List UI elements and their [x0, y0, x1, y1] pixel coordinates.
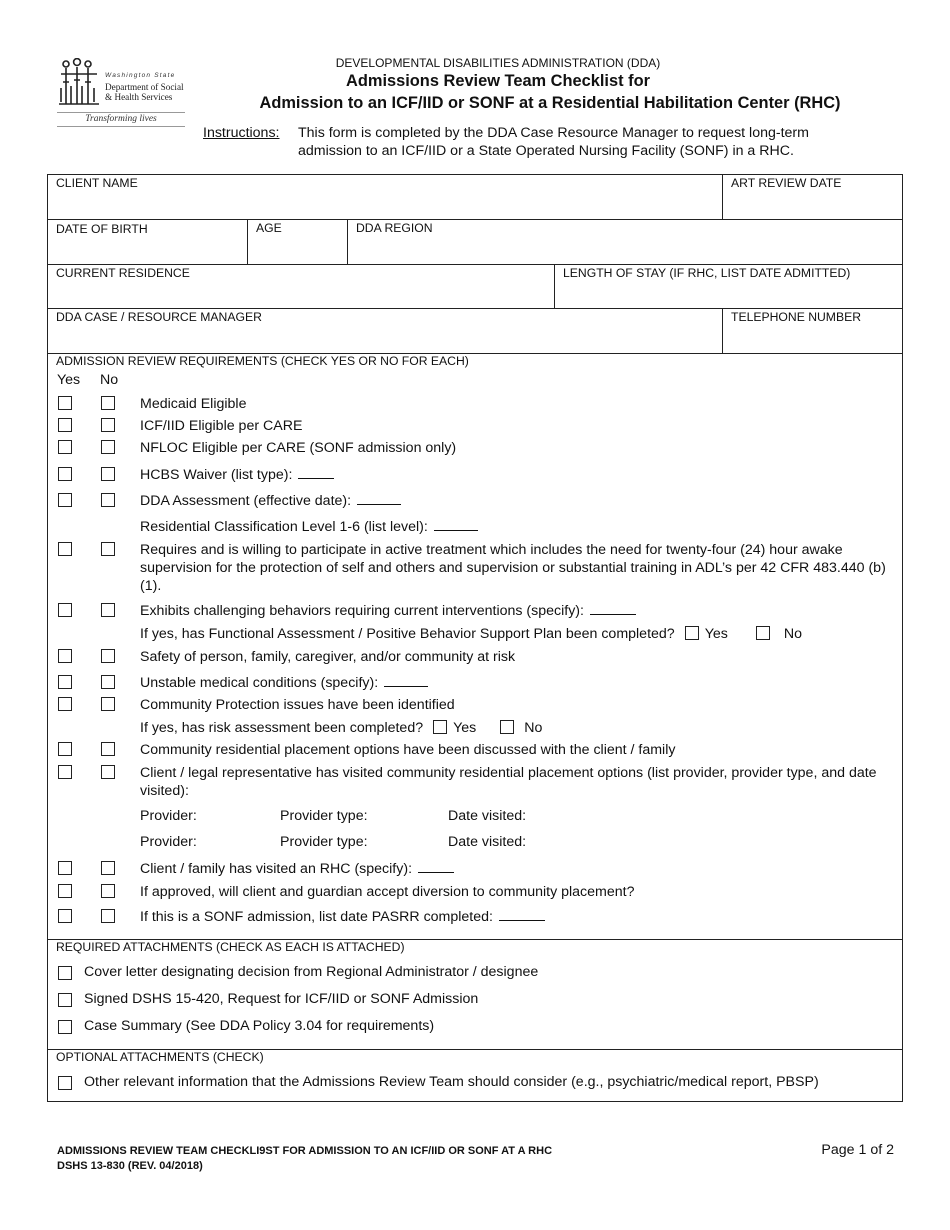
date-visited-label-1: Date visited:: [448, 808, 527, 824]
behaviors-no-checkbox[interactable]: [101, 603, 115, 617]
checklist-form: [47, 174, 903, 1102]
fa-pbsp-no-label: No: [783, 626, 802, 642]
age-label: AGE: [256, 221, 282, 235]
case-manager-field[interactable]: [48, 309, 723, 353]
dda-region-field[interactable]: [348, 220, 902, 264]
risk-no-checkbox[interactable]: [500, 720, 514, 734]
active-treatment-yes-checkbox[interactable]: [58, 542, 72, 556]
logo-dept-line1: Department of Social: [105, 82, 184, 92]
cover-letter-checkbox[interactable]: [58, 966, 72, 980]
telephone-field[interactable]: [723, 309, 902, 353]
footer-form-number: DSHS 13-830 (REV. 04/2018): [57, 1160, 203, 1172]
logo-dept-line2: & Health Services: [105, 92, 173, 102]
provider-type-label-2: Provider type:: [280, 834, 368, 850]
req-pasrr-text: If this is a SONF admission, list date PASRR completed:: [140, 909, 493, 925]
attachment-cover-letter: Cover letter designating decision from Regional Administrator / designee: [84, 964, 539, 980]
date-visited-label-2: Date visited:: [448, 834, 527, 850]
rhc-visit-yes-checkbox[interactable]: [58, 861, 72, 875]
art-review-date-field[interactable]: [723, 175, 902, 219]
provider-label-1: Provider:: [140, 808, 197, 824]
req-medicaid: Medicaid Eligible: [140, 396, 247, 412]
fa-pbsp-yes-checkbox[interactable]: [685, 626, 699, 640]
req-fa-pbsp-text: If yes, has Functional Assessment / Positive Behavior Support Plan been completed?: [140, 626, 675, 642]
optional-other-info: Other relevant information that the Admissions Review Team should consider (e.g., psychiatric/medical report, PBSP): [84, 1074, 819, 1090]
fa-pbsp-no-checkbox[interactable]: [756, 626, 770, 640]
fa-pbsp-yes-label: Yes: [704, 626, 728, 642]
requirements-section: [48, 354, 902, 940]
provider-label-2: Provider:: [140, 834, 197, 850]
visited-yes-checkbox[interactable]: [58, 765, 72, 779]
risk-yes-checkbox[interactable]: [433, 720, 447, 734]
yes-header: Yes: [57, 372, 81, 388]
req-behaviors-text: Exhibits challenging behaviors requiring current interventions (specify):: [140, 603, 584, 619]
other-info-checkbox[interactable]: [58, 1076, 72, 1090]
req-challenging-behaviors: [140, 602, 636, 620]
requirements-title: ADMISSION REVIEW REQUIREMENTS (CHECK YES OR NO FOR EACH): [56, 354, 469, 368]
req-community-protection: Community Protection issues have been identified: [140, 697, 455, 713]
attachment-case-summary: Case Summary (See DDA Policy 3.04 for requirements): [84, 1018, 435, 1034]
req-fa-pbsp: [140, 625, 802, 643]
req-risk-assessment: [140, 719, 542, 737]
logo-state: Washington State: [105, 72, 176, 79]
risk-yes-label: Yes: [453, 720, 477, 736]
instructions-line2: admission to an ICF/IID or a State Operated Nursing Facility (SONF) in a RHC.: [298, 143, 794, 159]
medical-no-checkbox[interactable]: [101, 675, 115, 689]
agency-name: DEVELOPMENTAL DISABILITIES ADMINISTRATION (DDA): [335, 56, 661, 70]
discussed-yes-checkbox[interactable]: [58, 742, 72, 756]
behaviors-blank[interactable]: [590, 614, 636, 615]
row-client: [48, 175, 902, 220]
req-hcbs-waiver: [140, 466, 334, 484]
req-diversion: If approved, will client and guardian accept diversion to community placement?: [140, 884, 635, 900]
nfloc-no-checkbox[interactable]: [101, 440, 115, 454]
dda-assessment-yes-checkbox[interactable]: [58, 493, 72, 507]
req-options-visited: Client / legal representative has visited community residential placement options (list provider, provider type, and date visited):: [140, 765, 877, 799]
medicaid-no-checkbox[interactable]: [101, 396, 115, 410]
icf-no-checkbox[interactable]: [101, 418, 115, 432]
page-number: Page 1 of 2: [821, 1142, 894, 1158]
req-nfloc: NFLOC Eligible per CARE (SONF admission only): [140, 440, 457, 456]
pasrr-no-checkbox[interactable]: [101, 909, 115, 923]
medical-yes-checkbox[interactable]: [58, 675, 72, 689]
icf-yes-checkbox[interactable]: [58, 418, 72, 432]
req-dda-assessment-text: DDA Assessment (effective date):: [140, 493, 352, 509]
instructions-line1: This form is completed by the DDA Case Resource Manager to request long-term: [298, 125, 809, 141]
safety-no-checkbox[interactable]: [101, 649, 115, 663]
date-of-birth-label: DATE OF BIRTH: [56, 222, 148, 236]
hcbs-yes-checkbox[interactable]: [58, 467, 72, 481]
row-dob: [48, 220, 902, 265]
client-name-field[interactable]: [48, 175, 723, 219]
dshs-15-420-checkbox[interactable]: [58, 993, 72, 1007]
dshs-logo: [57, 58, 187, 124]
req-rhc-visit: [140, 860, 454, 878]
form-title-line1: Admissions Review Team Checklist for: [346, 72, 650, 90]
active-treatment-no-checkbox[interactable]: [101, 542, 115, 556]
visited-no-checkbox[interactable]: [101, 765, 115, 779]
dda-assessment-blank[interactable]: [357, 504, 401, 505]
case-summary-checkbox[interactable]: [58, 1020, 72, 1034]
req-rhc-visit-text: Client / family has visited an RHC (specify):: [140, 861, 413, 877]
req-icf-eligible: ICF/IID Eligible per CARE: [140, 418, 303, 434]
attachment-dshs-15-420: Signed DSHS 15-420, Request for ICF/IID or SONF Admission: [84, 991, 479, 1007]
current-residence-field[interactable]: [48, 265, 555, 308]
nfloc-yes-checkbox[interactable]: [58, 440, 72, 454]
req-active-treatment: Requires and is willing to participate in active treatment which includes the need for twenty-four (24) hour awake supervision for the protection of self and others and supervision or substantial training in ADL’s per 42 CFR 483.440 (b)(1).: [140, 542, 886, 594]
case-manager-label: DDA CASE / RESOURCE MANAGER: [56, 310, 262, 324]
protection-yes-checkbox[interactable]: [58, 697, 72, 711]
protection-no-checkbox[interactable]: [101, 697, 115, 711]
req-options-discussed: Community residential placement options have been discussed with the client / family: [140, 742, 676, 758]
footer-form-title: ADMISSIONS REVIEW TEAM CHECKLI9ST FOR ADMISSION TO AN ICF/IID OR SONF AT A RHC: [57, 1145, 553, 1157]
behaviors-yes-checkbox[interactable]: [58, 603, 72, 617]
no-header: No: [100, 372, 119, 388]
req-unstable-medical: [140, 674, 428, 692]
diversion-no-checkbox[interactable]: [101, 884, 115, 898]
pasrr-blank[interactable]: [499, 920, 545, 921]
pasrr-yes-checkbox[interactable]: [58, 909, 72, 923]
age-field[interactable]: [248, 220, 348, 264]
safety-yes-checkbox[interactable]: [58, 649, 72, 663]
dda-assessment-no-checkbox[interactable]: [101, 493, 115, 507]
rhc-visit-no-checkbox[interactable]: [101, 861, 115, 875]
req-residential-level: [140, 518, 478, 536]
optional-attachments-section: [48, 1050, 902, 1101]
date-of-birth-field[interactable]: [48, 220, 248, 264]
client-name-label: CLIENT NAME: [56, 176, 138, 190]
logo-tagline: Transforming lives: [57, 112, 185, 127]
optional-attachments-title: OPTIONAL ATTACHMENTS (CHECK): [56, 1050, 264, 1064]
required-attachments-title: REQUIRED ATTACHMENTS (CHECK AS EACH IS ATTACHED): [56, 940, 405, 954]
provider-type-label-1: Provider type:: [280, 808, 368, 824]
dda-region-label: DDA REGION: [356, 221, 433, 235]
form-title-line2: Admission to an ICF/IID or SONF at a Residential Habilitation Center (RHC): [259, 94, 841, 112]
medicaid-yes-checkbox[interactable]: [58, 396, 72, 410]
row-manager: [48, 309, 902, 354]
req-hcbs-text: HCBS Waiver (list type):: [140, 467, 293, 483]
telephone-label: TELEPHONE NUMBER: [731, 310, 862, 324]
required-attachments-section: [48, 940, 902, 1050]
instructions-label: Instructions:: [203, 125, 280, 141]
logo-department: [105, 82, 195, 102]
current-residence-label: CURRENT RESIDENCE: [56, 266, 190, 280]
length-of-stay-field[interactable]: [555, 265, 902, 308]
row-residence: [48, 265, 902, 309]
req-dda-assessment: [140, 492, 401, 510]
req-residential-level-text: Residential Classification Level 1-6 (list level):: [140, 519, 428, 535]
req-pasrr: [140, 908, 545, 926]
rhc-visit-blank[interactable]: [418, 872, 454, 873]
risk-no-label: No: [524, 720, 543, 736]
req-risk-text: If yes, has risk assessment been completed?: [140, 720, 424, 736]
instructions: [203, 124, 903, 159]
medical-blank[interactable]: [384, 686, 428, 687]
diversion-yes-checkbox[interactable]: [58, 884, 72, 898]
req-safety: Safety of person, family, caregiver, and/or community at risk: [140, 649, 516, 665]
req-medical-text: Unstable medical conditions (specify):: [140, 675, 379, 691]
family-figures-icon: [57, 58, 101, 106]
residential-level-blank[interactable]: [434, 530, 478, 531]
hcbs-no-checkbox[interactable]: [101, 467, 115, 481]
art-review-date-label: ART REVIEW DATE: [731, 176, 842, 190]
hcbs-blank[interactable]: [298, 478, 334, 479]
discussed-no-checkbox[interactable]: [101, 742, 115, 756]
length-of-stay-label: LENGTH OF STAY (IF RHC, LIST DATE ADMITTED): [563, 266, 851, 280]
